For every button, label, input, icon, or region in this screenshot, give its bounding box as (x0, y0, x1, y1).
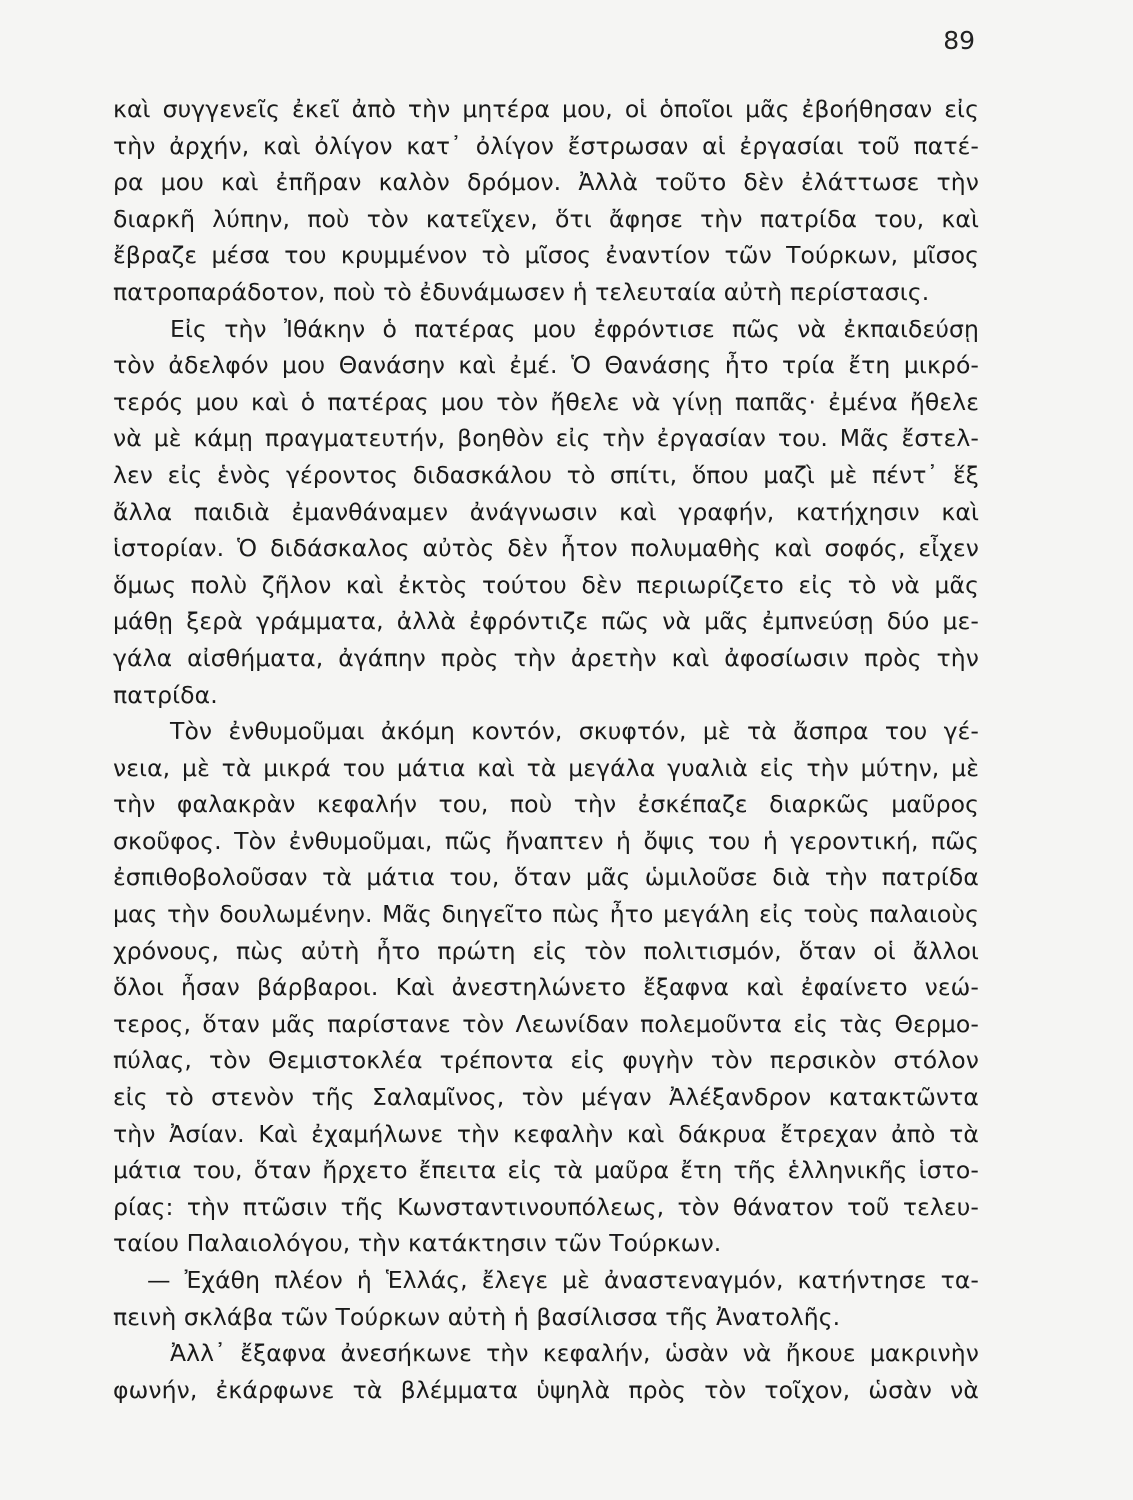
text-line: ρα μου καὶ ἐπῆραν καλὸν δρόμον. Ἀλλὰ τοῦτο δὲν ἐλάττωσε τὴν (113, 168, 979, 197)
text-line: Ἀλλ᾽ ἔξαφνα ἀνεσήκωνε τὴν κεφαλήν, ὡσὰν νὰ ἤκουε μακρινὴν (170, 1339, 979, 1368)
text-line: πατρίδα. (113, 680, 218, 709)
text-line: τερος, ὅταν μᾶς παρίστανε τὸν Λεωνίδαν πολεμοῦντα εἰς τὰς Θερμο- (113, 1009, 979, 1038)
text-line: ἐσπιθοβολοῦσαν τὰ μάτια του, ὅταν μᾶς ὡμιλοῦσε διὰ τὴν πατρίδα (113, 863, 979, 892)
text-line: χρόνους, πὼς αὐτὴ ἦτο πρώτη εἰς τὸν πολιτισμόν, ὅταν οἱ ἄλλοι (113, 936, 979, 965)
text-line: λεν εἰς ἑνὸς γέροντος διδασκάλου τὸ σπίτι, ὅπου μαζὶ μὲ πέντ᾽ ἕξ (113, 460, 979, 489)
text-line: ταίου Παλαιολόγου, τὴν κατάκτησιν τῶν Τούρκων. (113, 1229, 722, 1258)
text-line: φωνήν, ἐκάρφωνε τὰ βλέμματα ὑψηλὰ πρὸς τὸν τοῖχον, ὡσὰν νὰ (113, 1375, 979, 1404)
text-line: διαρκῆ λύπην, ποὺ τὸν κατεῖχεν, ὅτι ἄφησε τὴν πατρίδα του, καὶ (113, 204, 979, 233)
text-line: ἄλλα παιδιὰ ἐμανθάναμεν ἀνάγνωσιν καὶ γραφήν, κατήχησιν καὶ (113, 497, 979, 526)
text-line: τὴν φαλακρὰν κεφαλήν του, ποὺ τὴν ἐσκέπαζε διαρκῶς μαῦρος (113, 790, 979, 819)
text-line: τὸν ἀδελφόν μου Θανάσην καὶ ἐμέ. Ὁ Θανάσης ἦτο τρία ἔτη μικρό- (113, 351, 979, 380)
text-line: γάλα αἰσθήματα, ἀγάπην πρὸς τὴν ἀρετὴν καὶ ἀφοσίωσιν πρὸς τὴν (113, 643, 979, 672)
text-line: μάτια του, ὅταν ἤρχετο ἔπειτα εἰς τὰ μαῦρα ἔτη τῆς ἑλληνικῆς ἱστο- (113, 1156, 979, 1185)
text-line: νεια, μὲ τὰ μικρά του μάτια καὶ τὰ μεγάλα γυαλιὰ εἰς τὴν μύτην, μὲ (113, 753, 979, 782)
text-line: μάθῃ ξερὰ γράμματα, ἀλλὰ ἐφρόντιζε πῶς νὰ μᾶς ἐμπνεύσῃ δύο με- (113, 607, 979, 636)
text-line: — Ἐχάθη πλέον ἡ Ἑλλάς, ἔλεγε μὲ ἀναστεναγμόν, κατήντησε τα- (147, 1266, 979, 1294)
body-text (113, 91, 979, 1408)
text-line: πύλας, τὸν Θεμιστοκλέα τρέποντα εἰς φυγὴν τὸν περσικὸν στόλον (113, 1046, 979, 1075)
page-number: 89 (943, 26, 975, 55)
text-line: Τὸν ἐνθυμοῦμαι ἀκόμη κοντόν, σκυφτόν, μὲ τὰ ἄσπρα του γέ- (170, 717, 979, 746)
text-line: Εἰς τὴν Ἰθάκην ὁ πατέρας μου ἐφρόντισε πῶς νὰ ἐκπαιδεύσῃ (170, 314, 979, 343)
text-line: πεινὴ σκλάβα τῶν Τούρκων αὐτὴ ἡ βασίλισσα τῆς Ἀνατολῆς. (113, 1302, 841, 1331)
text-line: ὅμως πολὺ ζῆλον καὶ ἐκτὸς τούτου δὲν περιωρίζετο εἰς τὸ νὰ μᾶς (113, 570, 979, 599)
text-line: μας τὴν δουλωμένην. Μᾶς διηγεῖτο πὼς ἦτο μεγάλη εἰς τοὺς παλαιοὺς (113, 900, 979, 929)
text-line: πατροπαράδοτον, ποὺ τὸ ἐδυνάμωσεν ἡ τελευταία αὐτὴ περίστασις. (113, 277, 930, 306)
text-line: ἔβραζε μέσα του κρυμμένον τὸ μῖσος ἐναντίον τῶν Τούρκων, μῖσος (113, 241, 979, 270)
text-line: ὅλοι ἦσαν βάρβαροι. Καὶ ἀνεστηλώνετο ἔξαφνα καὶ ἐφαίνετο νεώ- (113, 973, 979, 1002)
text-line: καὶ συγγενεῖς ἐκεῖ ἀπὸ τὴν μητέρα μου, οἱ ὁποῖοι μᾶς ἐβοήθησαν εἰς (113, 95, 979, 123)
text-line: εἰς τὸ στενὸν τῆς Σαλαμῖνος, τὸν μέγαν Ἀλέξανδρον κατακτῶντα (113, 1083, 979, 1112)
text-line: τὴν Ἀσίαν. Καὶ ἐχαμήλωνε τὴν κεφαλὴν καὶ δάκρυα ἔτρεχαν ἀπὸ τὰ (113, 1119, 979, 1148)
text-line: τὴν ἀρχήν, καὶ ὀλίγον κατ᾽ ὀλίγον ἔστρωσαν αἱ ἐργασίαι τοῦ πατέ- (113, 131, 979, 160)
text-line: σκοῦφος. Τὸν ἐνθυμοῦμαι, πῶς ἤναπτεν ἡ ὄψις του ἡ γεροντική, πῶς (113, 826, 979, 855)
text-line: νὰ μὲ κάμῃ πραγματευτήν, βοηθὸν εἰς τὴν ἐργασίαν του. Μᾶς ἔστελ- (113, 424, 979, 453)
text-line: τερός μου καὶ ὁ πατέρας μου τὸν ἤθελε νὰ γίνῃ παπᾶς· ἐμένα ἤθελε (113, 387, 979, 416)
text-line: ἱστορίαν. Ὁ διδάσκαλος αὐτὸς δὲν ἦτον πολυμαθὴς καὶ σοφός, εἶχεν (113, 534, 979, 563)
text-line: ρίας: τὴν πτῶσιν τῆς Κωνσταντινουπόλεως, τὸν θάνατον τοῦ τελευ- (113, 1192, 979, 1221)
